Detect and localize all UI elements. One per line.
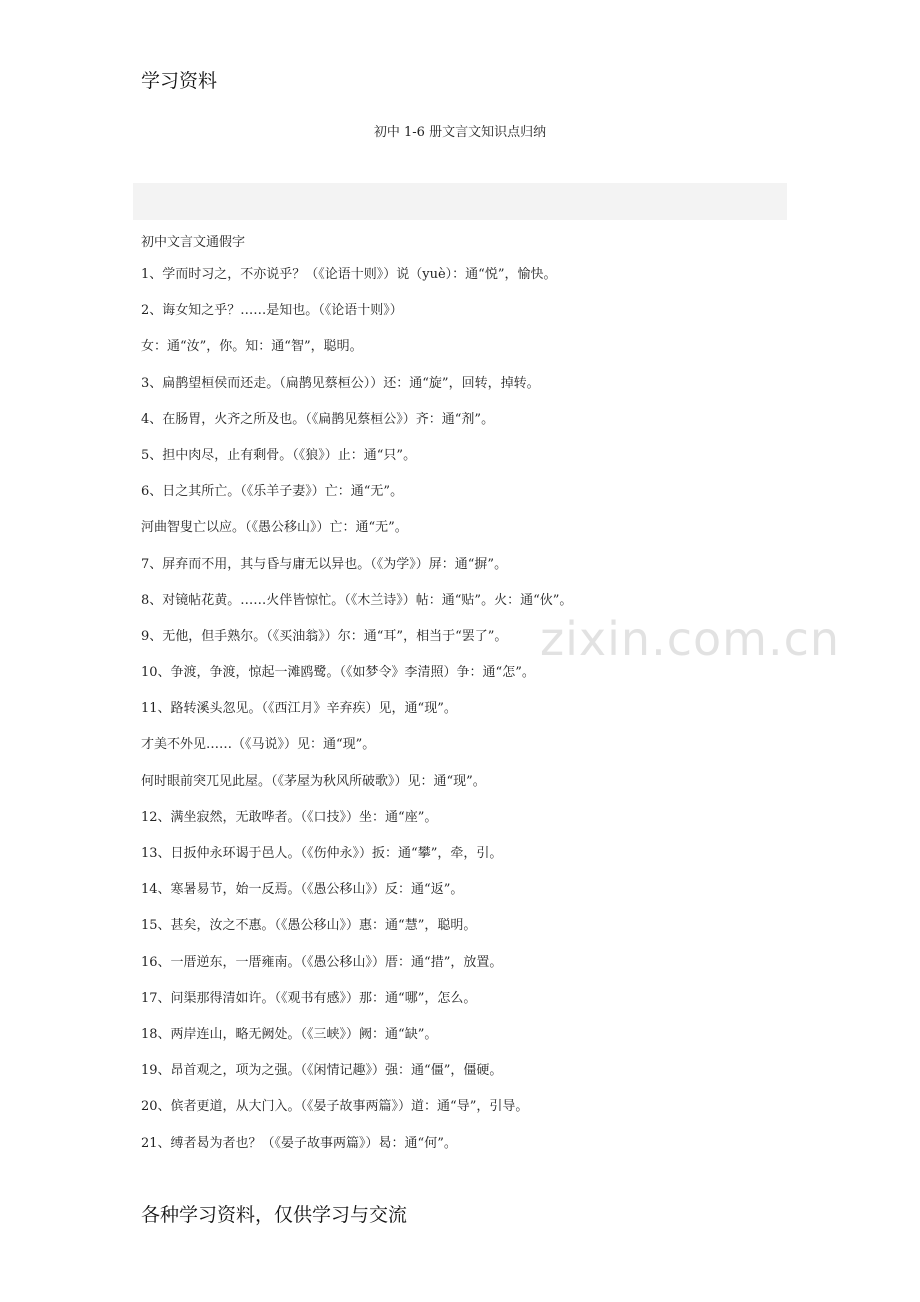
content-line: 5、担中肉尽，止有剩骨。（《狼》）止：通“只”。 <box>141 447 417 463</box>
gray-band <box>133 183 787 220</box>
content-line: 4、在肠胃，火齐之所及也。（《扁鹊见蔡桓公》）齐：通“剂”。 <box>141 411 495 427</box>
content-line: 1、学而时习之，不亦说乎？（《论语十则》）说（yuè）：通“悦”，愉快。 <box>141 267 557 282</box>
watermark-text: zixin.com.cn <box>540 612 841 666</box>
content-line: 12、满坐寂然，无敢哗者。（《口技》）坐：通“座”。 <box>141 809 438 825</box>
content-line: 河曲智叟亡以应。（《愚公移山》）亡：通“无”。 <box>141 520 408 536</box>
content-line: 8、对镜帖花黄。……火伴皆惊忙。（《木兰诗》）帖：通“贴”。火：通“伙”。 <box>141 592 573 608</box>
page-footer-label: 各种学习资料，仅供学习与交流 <box>141 1204 408 1226</box>
page-header-label: 学习资料 <box>141 70 218 92</box>
content-line: 才美不外见……（《马说》）见：通“现”。 <box>141 737 376 753</box>
content-line: 14、寒暑易节，始一反焉。（《愚公移山》）反：通“返”。 <box>141 882 464 898</box>
content-line: 9、无他，但手熟尔。（《买油翁》）尔：通“耳”，相当于“罢了”。 <box>141 628 508 644</box>
content-line: 11、路转溪头忽见。（《西江月》辛弃疾）见，通“现”。 <box>141 701 457 717</box>
content-line: 10、争渡，争渡，惊起一滩鸥鹭。（《如梦令》李清照）争：通“怎”。 <box>141 665 535 681</box>
content-line: 21、缚者曷为者也？（《晏子故事两篇》）曷：通“何”。 <box>141 1135 457 1151</box>
content-line: 2、诲女知之乎？……是知也。（《论语十则》） <box>141 303 403 319</box>
content-lines <box>141 267 572 1172</box>
content-line: 18、两岸连山，略无阙处。（《三峡》）阙：通“缺”。 <box>141 1026 438 1042</box>
content-line: 20、傧者更道，从大门入。（《晏子故事两篇》）道：通“导”，引导。 <box>141 1099 529 1115</box>
content-line: 19、昂首观之，项为之强。（《闲情记趣》）强：通“僵”，僵硬。 <box>141 1063 503 1079</box>
content-line: 7、屏弃而不用，其与昏与庸无以异也。（《为学》）屏：通“摒”。 <box>141 556 508 572</box>
content-line: 3、扁鹊望桓侯而还走。（扁鹊见蔡桓公））还：通“旋”，回转，掉转。 <box>141 375 540 391</box>
section-title: 初中文言文通假字 <box>141 235 246 250</box>
content-line: 17、问渠那得清如许。（《观书有感》）那：通“哪”，怎么。 <box>141 990 477 1006</box>
content-line: 13、日扳仲永环谒于邑人。（《伤仲永》）扳：通“攀”，牵，引。 <box>141 846 503 861</box>
content-line: 15、甚矣，汝之不惠。（《愚公移山》）惠：通“慧”，聪明。 <box>141 918 477 934</box>
content-line: 16、一厝逆东，一厝雍南。（《愚公移山》）厝：通“措”，放置。 <box>141 954 503 970</box>
content-line: 女：通“汝”，你。知：通“智”，聪明。 <box>141 339 363 355</box>
content-line: 何时眼前突兀见此屋。（《茅屋为秋风所破歌》）见：通“现”。 <box>141 773 486 789</box>
document-title: 初中 1-6 册文言文知识点归纳 <box>373 125 547 140</box>
content-line: 6、日之其所亡。（《乐羊子妻》）亡：通“无”。 <box>141 484 404 500</box>
